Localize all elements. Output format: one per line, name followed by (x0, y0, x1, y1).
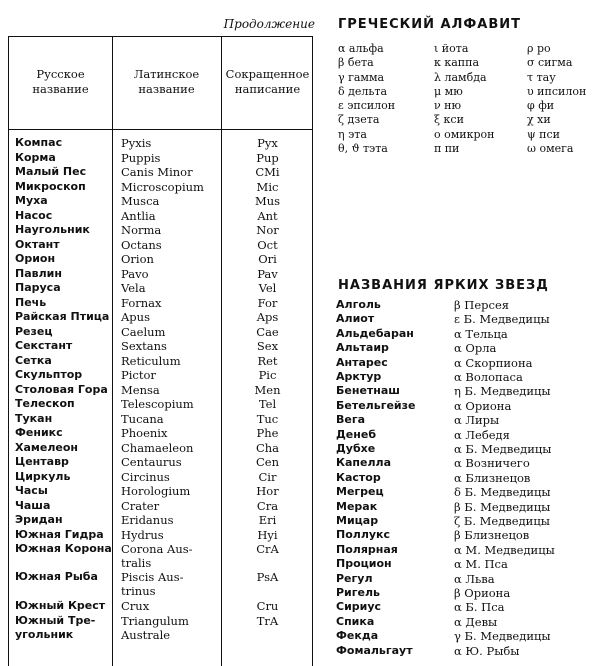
star-row (336, 485, 600, 499)
greek-letter: υ ипсилон (527, 84, 587, 98)
star-name: Фомальгаут (336, 643, 413, 657)
table-row (9, 165, 312, 179)
star-name: Сириус (336, 600, 382, 614)
table-row (9, 599, 312, 613)
table-row (9, 180, 312, 194)
header-russian: Русское название (32, 67, 89, 96)
abbreviation: CMi (255, 165, 280, 179)
star-designation: α Лебедя (454, 427, 510, 442)
table-row (9, 441, 312, 455)
star-name: Спика (336, 614, 375, 628)
greek-letter: φ фи (527, 99, 555, 113)
star-designation: α Волопаса (454, 370, 523, 384)
russian-name: Южная Корона (15, 542, 112, 555)
table-row (9, 194, 312, 208)
star-designation: α Скорпиона (454, 355, 533, 370)
russian-name: Печь (15, 295, 47, 309)
latin-name: Apus (121, 310, 150, 324)
russian-name: Хамелеон (15, 440, 79, 454)
abbreviation: Ant (257, 208, 278, 223)
table-row (9, 484, 312, 498)
latin-name: Octans (121, 237, 162, 252)
table-row (9, 325, 312, 339)
star-designation: α Орла (454, 341, 497, 356)
latin-name: Tucana (121, 411, 164, 426)
latin-name: Pyxis (121, 136, 152, 150)
latin-name: Crater (121, 498, 160, 513)
star-row (336, 615, 600, 629)
star-designation: β Персея (454, 298, 510, 312)
greek-letter: ζ дзета (338, 113, 380, 127)
star-name: Денеб (336, 427, 376, 441)
star-name: Регул (336, 571, 373, 585)
star-designation: α Льва (454, 571, 495, 586)
latin-name: Horologium (121, 484, 191, 498)
latin-name: Pictor (121, 368, 156, 382)
abbreviation: PsA (256, 570, 279, 584)
star-row (336, 327, 600, 341)
table-row (9, 412, 312, 426)
abbreviation: Cha (255, 440, 280, 455)
russian-name: Скульптор (15, 368, 83, 381)
russian-name: Южный Тре- угольник (15, 614, 96, 641)
abbreviation: Oct (257, 237, 278, 252)
greek-letter: κ каппа (434, 56, 480, 70)
russian-name: Южная Гидра (15, 527, 104, 541)
latin-name: Musca (121, 194, 160, 208)
russian-name: Компас (15, 136, 63, 149)
latin-name: Vela (121, 281, 146, 295)
greek-letter: λ ламбда (434, 70, 487, 84)
russian-name: Центавр (15, 455, 69, 468)
table-row (9, 383, 312, 397)
table-row (9, 223, 312, 237)
abbreviation: Cir (258, 469, 277, 484)
star-name: Альтаир (336, 341, 389, 355)
abbreviation: Ori (258, 252, 277, 266)
abbreviation: Nor (256, 223, 279, 237)
russian-name: Паруса (15, 281, 61, 294)
star-designation: β Ориона (454, 586, 511, 600)
star-designation: β Близнецов (454, 528, 530, 543)
russian-name: Секстант (15, 339, 73, 352)
greek-letter: θ, ϑ тэта (338, 142, 388, 156)
star-row (336, 514, 600, 528)
russian-name: Октант (15, 237, 60, 251)
greek-letter: τ тау (527, 70, 556, 84)
table-row (9, 209, 312, 223)
greek-letter: ω омега (527, 142, 574, 156)
table-row (9, 354, 312, 368)
russian-name: Орион (15, 252, 56, 265)
table-row (9, 136, 312, 150)
table-row (9, 296, 312, 310)
star-row (336, 298, 600, 312)
latin-name: Fornax (121, 295, 162, 310)
abbreviation: Tuc (256, 411, 279, 426)
star-designation: α Девы (454, 614, 498, 629)
table-row (9, 499, 312, 513)
star-row (336, 413, 600, 427)
latin-name: Pavo (121, 266, 149, 281)
latin-name: Puppis (121, 150, 161, 165)
table-row (9, 368, 312, 382)
table-row (9, 614, 312, 642)
table-row (9, 426, 312, 440)
abbreviation: Pup (256, 150, 279, 165)
table-row (9, 528, 312, 542)
table-row (9, 252, 312, 266)
russian-name: Павлин (15, 266, 62, 280)
greek-column-1 (338, 42, 395, 156)
star-name: Дубхе (336, 442, 376, 455)
abbreviation: Eri (258, 513, 277, 527)
abbreviation: For (257, 295, 278, 310)
star-designation: γ Б. Медведицы (454, 629, 551, 644)
abbreviation: Pyx (257, 136, 278, 150)
star-row (336, 384, 600, 398)
latin-name: Reticulum (121, 353, 181, 368)
latin-name: Hydrus (121, 527, 164, 542)
abbreviation: Sex (256, 339, 279, 353)
star-row (336, 471, 600, 485)
star-name: Альдебаран (336, 326, 414, 340)
latin-name: Crux (121, 599, 150, 613)
greek-letter: μ мю (434, 84, 463, 98)
latin-name: Sextans (121, 339, 167, 353)
latin-name: Triangulum Australe (121, 614, 189, 642)
abbreviation: Ret (257, 353, 278, 368)
star-row (336, 341, 600, 355)
star-name: Бенетнаш (336, 384, 400, 398)
greek-letter: η эта (338, 127, 367, 141)
star-name: Кастор (336, 470, 381, 484)
greek-letter: ο омикрон (434, 127, 495, 141)
latin-name: Telescopium (121, 397, 194, 411)
header-divider (9, 129, 312, 130)
latin-name: Orion (121, 252, 154, 266)
table-row (9, 542, 312, 570)
star-name: Капелла (336, 456, 392, 470)
star-row (336, 356, 600, 370)
latin-name: Eridanus (121, 513, 174, 527)
star-row (336, 456, 600, 470)
star-row (336, 312, 600, 326)
russian-name: Южная Рыба (15, 570, 98, 583)
abbreviation: Cae (256, 324, 279, 339)
russian-name: Резец (15, 324, 53, 338)
abbreviation: Cru (256, 599, 279, 613)
abbreviation: TrA (256, 614, 279, 628)
greek-letter: ψ пси (527, 127, 560, 141)
star-name: Алголь (336, 298, 381, 311)
table-row (9, 310, 312, 324)
russian-name: Столовая Гора (15, 382, 108, 396)
greek-letter: β бета (338, 56, 374, 70)
latin-name: Centaurus (121, 455, 182, 469)
latin-name: Antlia (121, 208, 156, 223)
star-row (336, 370, 600, 384)
table-row (9, 339, 312, 353)
latin-name: Chamaeleon (121, 440, 194, 455)
star-designation: δ Б. Медведицы (454, 485, 551, 500)
russian-name: Малый Пес (15, 165, 87, 178)
star-row (336, 572, 600, 586)
star-row (336, 644, 600, 658)
abbreviation: Aps (256, 310, 279, 324)
greek-letter: α альфа (338, 42, 384, 55)
star-designation: α Ориона (454, 398, 512, 413)
greek-letter: χ хи (527, 113, 551, 127)
russian-name: Часы (15, 484, 48, 497)
greek-letter: γ гамма (338, 70, 385, 84)
latin-name: Circinus (121, 469, 170, 484)
star-row (336, 442, 600, 456)
latin-name: Microscopium (121, 179, 204, 194)
russian-name: Тукан (15, 411, 53, 425)
latin-name: Canis Minor (121, 165, 193, 179)
star-designation: α Возничего (454, 456, 530, 471)
abbreviation: Hyi (257, 527, 278, 542)
star-row (336, 428, 600, 442)
greek-letter: ι йота (434, 42, 469, 55)
latin-name: Mensa (121, 382, 160, 397)
star-name: Арктур (336, 370, 382, 383)
table-row (9, 513, 312, 527)
greek-letter: ε эпсилон (338, 99, 396, 113)
abbreviation: Pav (257, 266, 278, 281)
latin-name: Corona Aus- tralis (121, 542, 193, 570)
russian-name: Циркуль (15, 469, 71, 483)
table-row (9, 281, 312, 295)
greek-letter: σ сигма (527, 56, 573, 70)
star-name: Фекда (336, 629, 379, 643)
latin-name: Caelum (121, 324, 166, 339)
greek-column-3 (527, 42, 586, 156)
bright-stars-title: НАЗВАНИЯ ЯРКИХ ЗВЕЗД (338, 278, 549, 293)
star-row (336, 557, 600, 571)
table-row (9, 470, 312, 484)
star-designation: β Б. Медведицы (454, 499, 551, 514)
latin-name: Norma (121, 223, 162, 237)
table-row (9, 570, 312, 598)
star-name: Мерак (336, 499, 378, 513)
table-row (9, 455, 312, 469)
star-row (336, 543, 600, 557)
star-name: Алиот (336, 312, 375, 326)
russian-name: Южный Крест (15, 599, 106, 612)
russian-name: Муха (15, 194, 48, 207)
star-name: Процион (336, 557, 392, 571)
star-designation: ε Б. Медведицы (454, 312, 550, 327)
star-row (336, 629, 600, 643)
star-designation: η Б. Медведицы (454, 384, 551, 399)
abbreviation: Vel (258, 281, 277, 295)
star-designation: α М. Пса (454, 557, 508, 572)
star-designation: α Б. Медведицы (454, 442, 552, 456)
abbreviation: Men (254, 382, 281, 397)
star-row (336, 600, 600, 614)
russian-name: Телескоп (15, 397, 75, 410)
star-row (336, 586, 600, 600)
russian-name: Эридан (15, 513, 63, 526)
greek-letter: ν ню (434, 99, 462, 113)
greek-letter: ξ кси (434, 113, 464, 127)
star-name: Мицар (336, 514, 379, 527)
star-row (336, 500, 600, 514)
russian-name: Микроскоп (15, 179, 86, 193)
greek-letter: δ дельта (338, 84, 388, 98)
star-name: Бетельгейзе (336, 398, 416, 412)
abbreviation: Mic (256, 179, 279, 194)
star-designation: ζ Б. Медведицы (454, 514, 550, 528)
star-designation: α Тельца (454, 326, 508, 341)
abbreviation: Phe (256, 426, 279, 440)
abbreviation: Cra (256, 498, 279, 513)
abbreviation: Mus (254, 194, 281, 208)
star-row (336, 399, 600, 413)
greek-letter: π пи (434, 142, 460, 156)
table-row (9, 267, 312, 281)
star-designation: α Лиры (454, 413, 500, 428)
table-row (9, 238, 312, 252)
abbreviation: Tel (258, 397, 277, 411)
russian-name: Корма (15, 150, 56, 164)
abbreviation: CrA (256, 542, 279, 556)
star-row (336, 528, 600, 542)
greek-letter: ρ ро (527, 42, 551, 55)
header-latin: Латинское название (133, 67, 200, 96)
greek-alphabet-title: ГРЕЧЕСКИЙ АЛФАВИТ (338, 17, 521, 32)
russian-name: Феникс (15, 426, 63, 439)
star-name: Антарес (336, 355, 388, 369)
star-name: Полярная (336, 542, 398, 556)
abbreviation: Pic (258, 368, 277, 382)
star-name: Ригель (336, 586, 380, 599)
table-row (9, 397, 312, 411)
star-designation: α Ю. Рыбы (454, 643, 520, 658)
star-designation: α Близнецов (454, 470, 531, 485)
russian-name: Наугольник (15, 223, 90, 236)
russian-name: Чаша (15, 498, 51, 512)
star-name: Поллукс (336, 528, 391, 542)
latin-name: Phoenix (121, 426, 168, 440)
star-designation: α Б. Пса (454, 600, 505, 615)
russian-name: Насос (15, 208, 53, 222)
russian-name: Райская Птица (15, 310, 110, 323)
abbreviation: Hor (256, 484, 279, 498)
russian-name: Сетка (15, 353, 52, 367)
greek-column-2 (434, 42, 495, 156)
constellation-table (8, 36, 313, 666)
star-designation: α М. Медведицы (454, 542, 555, 557)
star-name: Вега (336, 413, 366, 427)
table-row (9, 151, 312, 165)
header-abbrev: Сокращенное написание (225, 67, 310, 96)
abbreviation: Cen (255, 455, 279, 469)
star-name: Мегрец (336, 485, 384, 499)
latin-name: Piscis Aus- trinus (121, 570, 184, 598)
continued-label: Продолжение (223, 17, 315, 31)
